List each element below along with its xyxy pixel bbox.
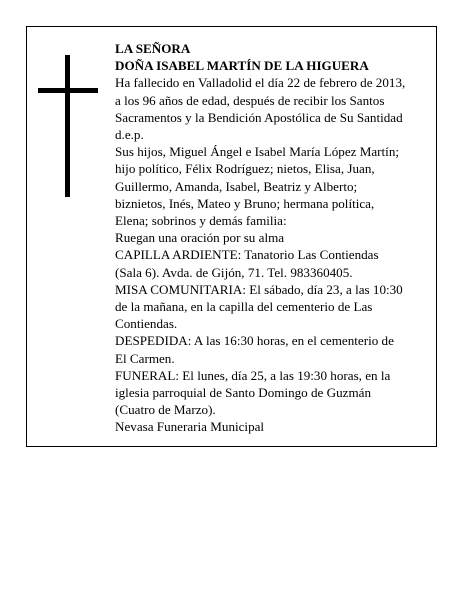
notice-line: Elena; sobrinos y demás familia: [115,213,287,229]
notice-line: DESPEDIDA: A las 16:30 horas, en el cementerio de [115,333,394,349]
notice-line: (Sala 6). Avda. de Gijón, 71. Tel. 983360405. [115,264,353,280]
obituary-notice [26,26,437,447]
notice-text [115,40,431,436]
notice-line: biznietos, Inés, Mateo y Bruno; hermana política, [115,195,375,211]
notice-line: Contiendas. [115,316,178,332]
notice-line: Sus hijos, Miguel Ángel e Isabel María López Martín; [115,144,400,160]
notice-line: MISA COMUNITARIA: El sábado, día 23, a las 10:30 [115,281,403,297]
cross-horizontal-bar [38,88,98,93]
notice-line: de la mañana, en la capilla del cementerio de Las [115,299,373,315]
notice-line: iglesia parroquial de Santo Domingo de Guzmán [115,385,371,401]
notice-line: CAPILLA ARDIENTE: Tanatorio Las Contiendas [115,247,379,263]
notice-line: Sacramentos y la Bendición Apostólica de Su Santidad [115,109,403,125]
notice-line: Ruegan una oración por su alma [115,230,285,246]
cross-vertical-bar [65,55,70,197]
notice-line: Nevasa Funeraria Municipal [115,419,265,435]
notice-line: hijo político, Félix Rodríguez; nietos, Elisa, Juan, [115,161,375,177]
notice-line: (Cuatro de Marzo). [115,402,216,418]
notice-line: FUNERAL: El lunes, día 25, a las 19:30 horas, en la [115,367,391,383]
notice-line: El Carmen. [115,350,175,366]
notice-line: d.e.p. [115,127,144,143]
notice-line: Guillermo, Amanda, Isabel, Beatriz y Alberto; [115,178,358,194]
notice-heading-title: LA SEÑORA [115,41,191,56]
notice-line: a los 96 años de edad, después de recibir los Santos [115,92,385,108]
cross-icon [38,55,98,197]
deceased-name: DOÑA ISABEL MARTÍN DE LA HIGUERA [115,58,369,74]
notice-line: Ha fallecido en Valladolid el día 22 de febrero de 2013, [115,75,406,91]
